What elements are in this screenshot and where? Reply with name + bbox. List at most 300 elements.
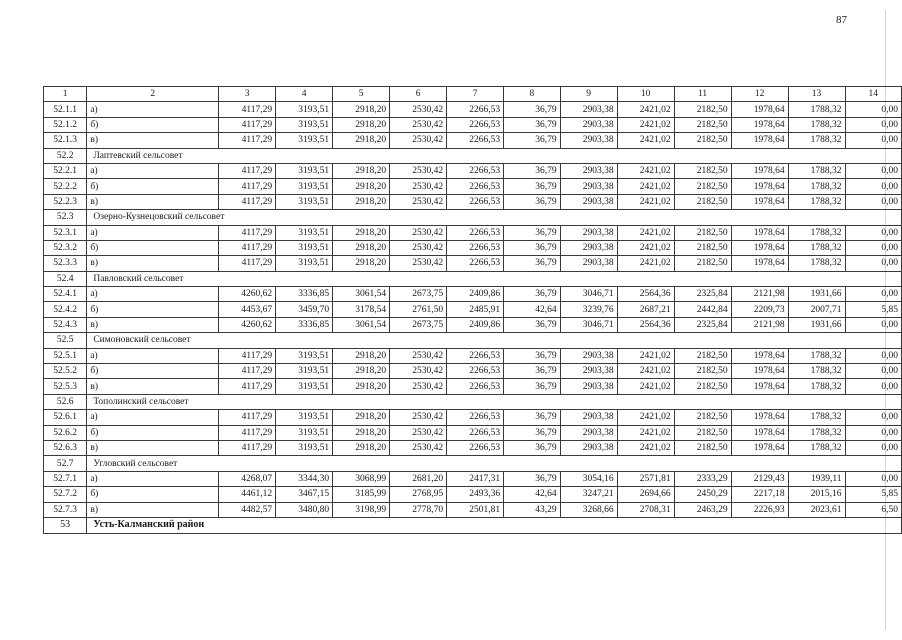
value-cell: 36,79 (504, 102, 561, 117)
value-cell: 2182,50 (674, 425, 731, 440)
value-cell: 3193,51 (276, 440, 333, 455)
row-label: б) (87, 487, 219, 502)
value-cell: 36,79 (504, 133, 561, 148)
value-cell: 2421,02 (617, 440, 674, 455)
row-label: в) (87, 440, 219, 455)
value-cell: 2421,02 (617, 240, 674, 255)
value-cell: 1788,32 (788, 133, 845, 148)
table-row (44, 379, 902, 394)
value-cell: 1788,32 (788, 256, 845, 271)
value-cell: 2421,02 (617, 256, 674, 271)
value-cell: 2903,38 (560, 410, 617, 425)
value-cell: 2903,38 (560, 133, 617, 148)
value-cell: 2182,50 (674, 194, 731, 209)
value-cell: 3193,51 (276, 179, 333, 194)
value-cell: 3193,51 (276, 348, 333, 363)
value-cell: 6,50 (845, 502, 901, 517)
row-id: 52.5.3 (44, 379, 87, 394)
value-cell: 0,00 (845, 425, 901, 440)
value-cell: 4117,29 (219, 379, 276, 394)
value-cell: 2182,50 (674, 348, 731, 363)
row-id: 52.3.1 (44, 225, 87, 240)
value-cell: 2182,50 (674, 440, 731, 455)
value-cell: 4117,29 (219, 348, 276, 363)
value-cell: 3239,76 (560, 302, 617, 317)
value-cell: 2266,53 (447, 179, 504, 194)
row-label: а) (87, 163, 219, 178)
value-cell: 2182,50 (674, 410, 731, 425)
value-cell: 0,00 (845, 287, 901, 302)
value-cell: 2266,53 (447, 194, 504, 209)
table-row (44, 163, 902, 178)
value-cell: 2421,02 (617, 379, 674, 394)
value-cell: 2417,31 (447, 471, 504, 486)
row-label: б) (87, 364, 219, 379)
value-cell: 1978,64 (731, 102, 788, 117)
value-cell: 2421,02 (617, 364, 674, 379)
row-label: в) (87, 256, 219, 271)
value-cell: 3480,80 (276, 502, 333, 517)
value-cell: 2530,42 (390, 117, 447, 132)
table-row (44, 287, 902, 302)
value-cell: 2442,84 (674, 302, 731, 317)
table-header-row (44, 87, 902, 102)
value-cell: 2530,42 (390, 440, 447, 455)
value-cell: 4117,29 (219, 364, 276, 379)
value-cell: 2325,84 (674, 317, 731, 332)
value-cell: 3193,51 (276, 225, 333, 240)
value-cell: 2023,61 (788, 502, 845, 517)
value-cell: 3193,51 (276, 133, 333, 148)
value-cell: 1788,32 (788, 117, 845, 132)
column-header: 5 (333, 87, 390, 102)
value-cell: 4482,57 (219, 502, 276, 517)
value-cell: 0,00 (845, 471, 901, 486)
row-id: 52.7.1 (44, 471, 87, 486)
value-cell: 2530,42 (390, 225, 447, 240)
row-id: 52.6.2 (44, 425, 87, 440)
value-cell: 4117,29 (219, 410, 276, 425)
value-cell: 3185,99 (333, 487, 390, 502)
value-cell: 3061,54 (333, 287, 390, 302)
table-row (44, 194, 902, 209)
row-label: б) (87, 425, 219, 440)
district-row (44, 517, 902, 533)
row-id: 52.4.3 (44, 317, 87, 332)
value-cell: 0,00 (845, 364, 901, 379)
row-id: 52.6 (44, 394, 87, 409)
value-cell: 2182,50 (674, 256, 731, 271)
value-cell: 2530,42 (390, 379, 447, 394)
value-cell: 2903,38 (560, 364, 617, 379)
tariff-table (43, 86, 902, 534)
row-id: 52.2.1 (44, 163, 87, 178)
value-cell: 3344,30 (276, 471, 333, 486)
value-cell: 2918,20 (333, 348, 390, 363)
value-cell: 2903,38 (560, 240, 617, 255)
value-cell: 1978,64 (731, 225, 788, 240)
value-cell: 2673,75 (390, 287, 447, 302)
value-cell: 1788,32 (788, 410, 845, 425)
row-id: 52.1.2 (44, 117, 87, 132)
value-cell: 2266,53 (447, 379, 504, 394)
value-cell: 1978,64 (731, 256, 788, 271)
value-cell: 2530,42 (390, 348, 447, 363)
value-cell: 1788,32 (788, 225, 845, 240)
row-label: а) (87, 471, 219, 486)
row-id: 52.7 (44, 456, 87, 471)
row-id: 52.2.3 (44, 194, 87, 209)
row-id: 53 (44, 517, 87, 533)
row-id: 52.6.1 (44, 410, 87, 425)
value-cell: 2421,02 (617, 410, 674, 425)
section-name: Симоновский сельсовет (87, 333, 902, 348)
table-row (44, 179, 902, 194)
value-cell: 4268,07 (219, 471, 276, 486)
value-cell: 1788,32 (788, 163, 845, 178)
value-cell: 2266,53 (447, 117, 504, 132)
value-cell: 1978,64 (731, 425, 788, 440)
value-cell: 2571,81 (617, 471, 674, 486)
value-cell: 2530,42 (390, 256, 447, 271)
value-cell: 2903,38 (560, 440, 617, 455)
section-row (44, 394, 902, 409)
value-cell: 3193,51 (276, 410, 333, 425)
column-header: 7 (447, 87, 504, 102)
value-cell: 3054,16 (560, 471, 617, 486)
value-cell: 2463,29 (674, 502, 731, 517)
section-name: Угловский сельсовет (87, 456, 902, 471)
value-cell: 2266,53 (447, 163, 504, 178)
value-cell: 2266,53 (447, 256, 504, 271)
table-row (44, 487, 902, 502)
table-row (44, 317, 902, 332)
value-cell: 3046,71 (560, 317, 617, 332)
row-id: 52.4.1 (44, 287, 87, 302)
value-cell: 3193,51 (276, 256, 333, 271)
value-cell: 2918,20 (333, 225, 390, 240)
value-cell: 2918,20 (333, 194, 390, 209)
row-id: 52.1.1 (44, 102, 87, 117)
column-header: 11 (674, 87, 731, 102)
value-cell: 2903,38 (560, 379, 617, 394)
value-cell: 2266,53 (447, 348, 504, 363)
value-cell: 2421,02 (617, 425, 674, 440)
value-cell: 4117,29 (219, 179, 276, 194)
value-cell: 2903,38 (560, 179, 617, 194)
value-cell: 2121,98 (731, 287, 788, 302)
value-cell: 0,00 (845, 117, 901, 132)
value-cell: 4117,29 (219, 425, 276, 440)
value-cell: 1788,32 (788, 194, 845, 209)
table-row (44, 133, 902, 148)
value-cell: 3268,66 (560, 502, 617, 517)
value-cell: 2918,20 (333, 379, 390, 394)
value-cell: 2903,38 (560, 425, 617, 440)
value-cell: 2918,20 (333, 410, 390, 425)
value-cell: 2129,43 (731, 471, 788, 486)
value-cell: 1788,32 (788, 348, 845, 363)
value-cell: 36,79 (504, 379, 561, 394)
value-cell: 1978,64 (731, 163, 788, 178)
value-cell: 2530,42 (390, 133, 447, 148)
value-cell: 2421,02 (617, 117, 674, 132)
column-header: 4 (276, 87, 333, 102)
value-cell: 2421,02 (617, 194, 674, 209)
value-cell: 1978,64 (731, 240, 788, 255)
value-cell: 1978,64 (731, 194, 788, 209)
row-label: б) (87, 179, 219, 194)
value-cell: 2530,42 (390, 179, 447, 194)
value-cell: 1978,64 (731, 364, 788, 379)
value-cell: 36,79 (504, 256, 561, 271)
value-cell: 2266,53 (447, 364, 504, 379)
section-name: Лаптевский сельсовет (87, 148, 902, 163)
value-cell: 2226,93 (731, 502, 788, 517)
value-cell: 2421,02 (617, 179, 674, 194)
row-id: 52.5 (44, 333, 87, 348)
column-header: 14 (845, 87, 901, 102)
value-cell: 1931,66 (788, 287, 845, 302)
value-cell: 4117,29 (219, 102, 276, 117)
value-cell: 36,79 (504, 317, 561, 332)
row-id: 52.6.3 (44, 440, 87, 455)
table-row (44, 364, 902, 379)
value-cell: 1978,64 (731, 410, 788, 425)
column-header: 10 (617, 87, 674, 102)
row-label: а) (87, 225, 219, 240)
value-cell: 0,00 (845, 317, 901, 332)
row-label: а) (87, 102, 219, 117)
value-cell: 2903,38 (560, 225, 617, 240)
value-cell: 36,79 (504, 471, 561, 486)
value-cell: 2918,20 (333, 133, 390, 148)
column-header: 6 (390, 87, 447, 102)
value-cell: 3247,21 (560, 487, 617, 502)
value-cell: 0,00 (845, 194, 901, 209)
row-label: в) (87, 194, 219, 209)
value-cell: 2530,42 (390, 163, 447, 178)
value-cell: 2687,21 (617, 302, 674, 317)
value-cell: 2918,20 (333, 102, 390, 117)
value-cell: 2182,50 (674, 179, 731, 194)
row-label: б) (87, 240, 219, 255)
value-cell: 2530,42 (390, 425, 447, 440)
value-cell: 2217,18 (731, 487, 788, 502)
value-cell: 42,64 (504, 487, 561, 502)
value-cell: 4117,29 (219, 117, 276, 132)
table-row (44, 348, 902, 363)
row-id: 52.2 (44, 148, 87, 163)
value-cell: 2421,02 (617, 133, 674, 148)
value-cell: 4260,62 (219, 317, 276, 332)
value-cell: 3046,71 (560, 287, 617, 302)
value-cell: 1978,64 (731, 133, 788, 148)
section-row (44, 271, 902, 286)
value-cell: 36,79 (504, 287, 561, 302)
value-cell: 1978,64 (731, 117, 788, 132)
value-cell: 1978,64 (731, 348, 788, 363)
value-cell: 2409,86 (447, 317, 504, 332)
section-row (44, 210, 902, 225)
value-cell: 4117,29 (219, 133, 276, 148)
value-cell: 0,00 (845, 179, 901, 194)
row-id: 52.5.1 (44, 348, 87, 363)
value-cell: 36,79 (504, 440, 561, 455)
value-cell: 2421,02 (617, 348, 674, 363)
row-id: 52.7.3 (44, 502, 87, 517)
value-cell: 0,00 (845, 133, 901, 148)
value-cell: 2182,50 (674, 364, 731, 379)
value-cell: 2918,20 (333, 179, 390, 194)
value-cell: 3193,51 (276, 425, 333, 440)
section-row (44, 148, 902, 163)
value-cell: 1978,64 (731, 440, 788, 455)
table-row (44, 425, 902, 440)
value-cell: 4260,62 (219, 287, 276, 302)
value-cell: 1931,66 (788, 317, 845, 332)
district-name: Усть-Калманский район (87, 517, 902, 533)
table-row (44, 102, 902, 117)
value-cell: 2421,02 (617, 225, 674, 240)
value-cell: 2681,20 (390, 471, 447, 486)
value-cell: 2530,42 (390, 410, 447, 425)
value-cell: 3193,51 (276, 117, 333, 132)
value-cell: 0,00 (845, 163, 901, 178)
value-cell: 2015,16 (788, 487, 845, 502)
table-row (44, 410, 902, 425)
value-cell: 36,79 (504, 425, 561, 440)
value-cell: 4117,29 (219, 225, 276, 240)
value-cell: 4461,12 (219, 487, 276, 502)
value-cell: 3061,54 (333, 317, 390, 332)
value-cell: 0,00 (845, 410, 901, 425)
value-cell: 4117,29 (219, 240, 276, 255)
column-header: 1 (44, 87, 87, 102)
value-cell: 2673,75 (390, 317, 447, 332)
value-cell: 2918,20 (333, 256, 390, 271)
value-cell: 2903,38 (560, 117, 617, 132)
section-name: Павловский сельсовет (87, 271, 902, 286)
value-cell: 2266,53 (447, 410, 504, 425)
value-cell: 36,79 (504, 348, 561, 363)
row-label: б) (87, 117, 219, 132)
value-cell: 0,00 (845, 240, 901, 255)
value-cell: 2768,95 (390, 487, 447, 502)
value-cell: 2564,36 (617, 317, 674, 332)
value-cell: 2325,84 (674, 287, 731, 302)
value-cell: 2266,53 (447, 240, 504, 255)
value-cell: 2708,31 (617, 502, 674, 517)
section-name: Озерно-Кузнецовский сельсовет (87, 210, 902, 225)
value-cell: 0,00 (845, 102, 901, 117)
value-cell: 2266,53 (447, 102, 504, 117)
page-number: 87 (836, 14, 847, 26)
value-cell: 2918,20 (333, 240, 390, 255)
value-cell: 2530,42 (390, 194, 447, 209)
value-cell: 3178,54 (333, 302, 390, 317)
row-label: в) (87, 379, 219, 394)
value-cell: 42,64 (504, 302, 561, 317)
value-cell: 36,79 (504, 225, 561, 240)
value-cell: 2421,02 (617, 102, 674, 117)
value-cell: 2918,20 (333, 117, 390, 132)
row-label: в) (87, 502, 219, 517)
row-label: а) (87, 287, 219, 302)
value-cell: 3193,51 (276, 240, 333, 255)
value-cell: 3193,51 (276, 379, 333, 394)
table-row (44, 240, 902, 255)
value-cell: 2903,38 (560, 194, 617, 209)
column-header: 8 (504, 87, 561, 102)
value-cell: 4117,29 (219, 440, 276, 455)
table-row (44, 256, 902, 271)
row-label: а) (87, 410, 219, 425)
table-row (44, 471, 902, 486)
table-row (44, 117, 902, 132)
value-cell: 2903,38 (560, 256, 617, 271)
value-cell: 36,79 (504, 163, 561, 178)
column-header: 9 (560, 87, 617, 102)
row-id: 52.5.2 (44, 364, 87, 379)
row-id: 52.7.2 (44, 487, 87, 502)
value-cell: 2333,29 (674, 471, 731, 486)
value-cell: 2918,20 (333, 163, 390, 178)
row-id: 52.1.3 (44, 133, 87, 148)
value-cell: 2421,02 (617, 163, 674, 178)
value-cell: 2182,50 (674, 163, 731, 178)
row-id: 52.4 (44, 271, 87, 286)
value-cell: 2266,53 (447, 133, 504, 148)
row-id: 52.2.2 (44, 179, 87, 194)
value-cell: 2918,20 (333, 364, 390, 379)
value-cell: 1788,32 (788, 440, 845, 455)
table-row (44, 302, 902, 317)
value-cell: 2121,98 (731, 317, 788, 332)
value-cell: 2182,50 (674, 117, 731, 132)
value-cell: 5,85 (845, 302, 901, 317)
value-cell: 4117,29 (219, 194, 276, 209)
value-cell: 1788,32 (788, 102, 845, 117)
value-cell: 4117,29 (219, 163, 276, 178)
value-cell: 1788,32 (788, 179, 845, 194)
row-label: в) (87, 317, 219, 332)
value-cell: 2182,50 (674, 240, 731, 255)
value-cell: 1978,64 (731, 379, 788, 394)
value-cell: 36,79 (504, 410, 561, 425)
value-cell: 2266,53 (447, 425, 504, 440)
value-cell: 2501,81 (447, 502, 504, 517)
value-cell: 2007,71 (788, 302, 845, 317)
value-cell: 3193,51 (276, 364, 333, 379)
row-label: в) (87, 133, 219, 148)
value-cell: 36,79 (504, 179, 561, 194)
value-cell: 2493,36 (447, 487, 504, 502)
value-cell: 36,79 (504, 240, 561, 255)
value-cell: 1788,32 (788, 379, 845, 394)
value-cell: 2530,42 (390, 364, 447, 379)
value-cell: 1788,32 (788, 364, 845, 379)
value-cell: 0,00 (845, 440, 901, 455)
value-cell: 2918,20 (333, 425, 390, 440)
value-cell: 3459,70 (276, 302, 333, 317)
value-cell: 2182,50 (674, 225, 731, 240)
value-cell: 0,00 (845, 348, 901, 363)
value-cell: 2530,42 (390, 240, 447, 255)
value-cell: 1788,32 (788, 240, 845, 255)
column-header: 2 (87, 87, 219, 102)
value-cell: 2530,42 (390, 102, 447, 117)
